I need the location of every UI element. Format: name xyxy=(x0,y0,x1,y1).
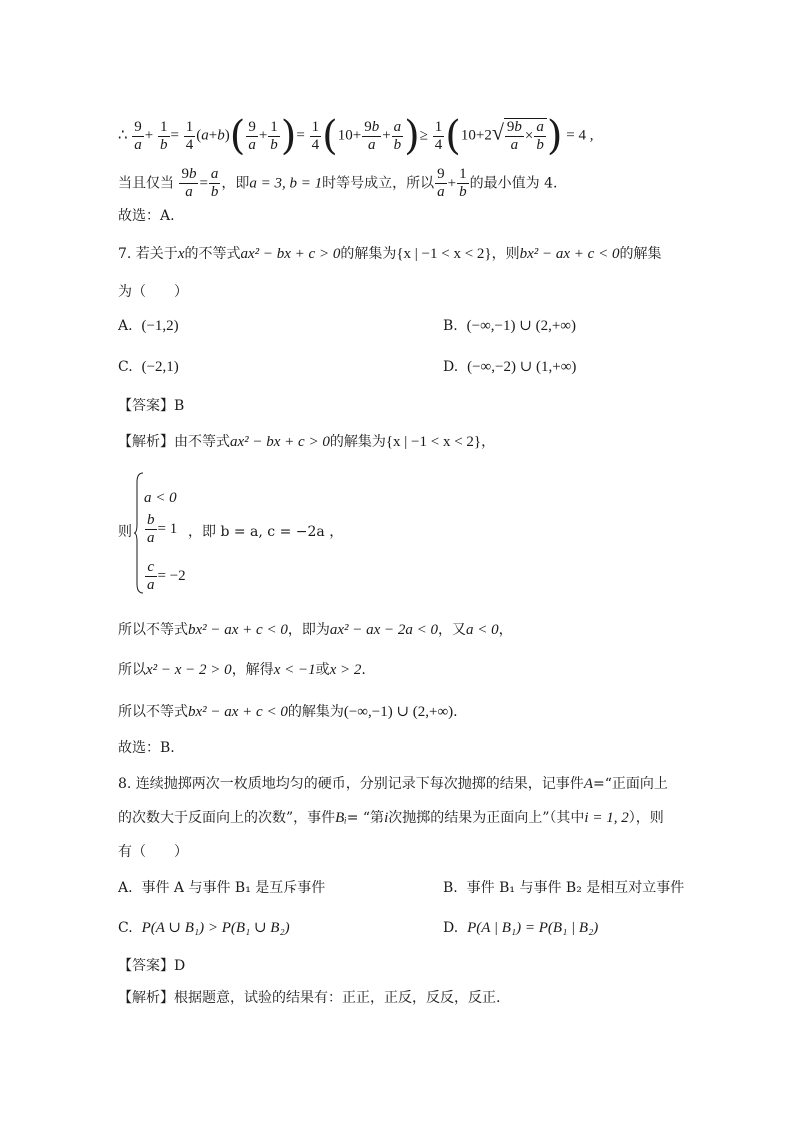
text: ， xyxy=(498,622,513,638)
text: 当且仅当 xyxy=(118,175,174,192)
text: . xyxy=(453,704,458,720)
solution-set: (−∞,−1) ∪ (2,+∞) xyxy=(343,704,454,720)
option-value: (−∞,−2) ∪ (1,+∞) xyxy=(467,359,577,375)
text: . xyxy=(361,662,366,678)
frac-a-b-2: $\frac{a}{b}$ xyxy=(536,119,544,153)
text: ，则 xyxy=(491,246,520,262)
q7-choose: 故选：B. xyxy=(118,740,175,756)
option-label: D. xyxy=(443,359,459,375)
eq-tail: = −2 xyxy=(157,567,186,584)
text: 或 xyxy=(315,662,330,678)
text: 的次数大于反面向上的次数”，事件 xyxy=(118,810,336,826)
frac-a-b-cond: $\frac{a}{b}$ xyxy=(210,166,219,200)
option-label: D. xyxy=(443,920,459,936)
analysis-text: 根据题意，试验的结果有：正正，正反，反反，反正. xyxy=(174,990,501,1006)
q7-analysis-line1 xyxy=(118,432,495,452)
text: ，又 xyxy=(438,622,467,638)
frac-1-b-2: $\frac{1}{b}$ xyxy=(270,118,278,153)
event-b: Bᵢ xyxy=(335,810,347,826)
option-text: 事件 B₁ 与事件 B₂ 是相互对立事件 xyxy=(466,880,685,896)
text: 的解集为 xyxy=(287,704,344,720)
frac-9b-a: $\frac{9b}{a}$ xyxy=(364,118,380,153)
frac-c-a: $\frac{c}{a}$ xyxy=(147,559,155,593)
index-set: i = 1, 2 xyxy=(584,810,629,826)
frac-b-a: $\frac{b}{a}$ xyxy=(147,512,155,546)
option-label: A. xyxy=(118,318,133,334)
text: ），则 xyxy=(628,810,664,826)
text: = “第 xyxy=(346,810,385,826)
inequality: ax² − bx + c > 0 xyxy=(230,434,330,450)
option-label: C. xyxy=(118,359,133,375)
q8-option-c xyxy=(118,918,290,938)
system-brace xyxy=(134,472,144,594)
q7-option-b xyxy=(443,316,576,336)
option-text: P(A | B₁) = P(B₁ | B₂) xyxy=(467,920,599,936)
q7-stem-line2: 为（ ） xyxy=(118,284,188,300)
system-eq3 xyxy=(144,559,186,594)
frac-1-4: $\frac{1}{4}$ xyxy=(185,118,194,153)
option-label: B. xyxy=(443,880,458,896)
system-result: ，即 b = a, c = −2a ， xyxy=(188,524,344,540)
text: 7. 若关于 xyxy=(118,246,178,262)
frac-9-a-min: $\frac{9}{a}$ xyxy=(437,166,445,200)
text: 所以不等式 xyxy=(118,622,188,638)
q8-stem-line3: 有（ ） xyxy=(118,844,188,860)
text: 所以 xyxy=(118,662,146,678)
text: 的不等式 xyxy=(184,246,241,262)
solution-set: {x | −1 < x < 2} xyxy=(396,246,492,262)
q8-option-b xyxy=(443,878,684,898)
option-text: 事件 A 与事件 B₁ 是互斥事件 xyxy=(141,880,326,896)
system-eq2 xyxy=(144,512,177,547)
option-label: C. xyxy=(118,920,133,936)
q7-option-a xyxy=(118,316,179,336)
q8-option-d xyxy=(443,918,598,938)
inequality-4: x² − x − 2 > 0 xyxy=(146,662,232,678)
q8-analysis xyxy=(118,988,500,1008)
solution-set: {x | −1 < x < 2} xyxy=(385,434,482,450)
option-value: (−2,1) xyxy=(141,359,179,375)
text: ，即为 xyxy=(287,622,330,638)
q7-answer: 【答案】B xyxy=(118,398,185,414)
inequality-2: bx² − ax + c < 0 xyxy=(519,246,620,262)
option-text: P(A ∪ B₁) > P(B₁ ∪ B₂) xyxy=(141,920,290,936)
inequality-2: bx² − ax + c < 0 xyxy=(188,704,288,720)
text: ， xyxy=(481,434,496,450)
text: 次抛掷的结果为正面向上”（其中 xyxy=(388,810,585,826)
text: 所以不等式 xyxy=(118,704,188,720)
text: 由不等式 xyxy=(174,434,230,450)
text: 时等号成立，所以 xyxy=(322,175,435,192)
q7-analysis-line2 xyxy=(118,620,513,640)
q8-answer: 【答案】D xyxy=(118,958,186,974)
frac-9b-a-cond: $\frac{9b}{a}$ xyxy=(181,166,197,200)
option-value: (−1,2) xyxy=(141,318,179,334)
frac-9b-a-2: $\frac{9b}{a}$ xyxy=(506,119,522,153)
q6-choose: 故选：A. xyxy=(118,208,175,224)
event-a: A xyxy=(583,776,593,792)
inequality-3: ax² − ax − 2a < 0 xyxy=(329,622,439,638)
system-eq1: a < 0 xyxy=(144,490,177,506)
condition: a < 0 xyxy=(466,622,499,638)
frac-9-a: $\frac{9}{a}$ xyxy=(134,118,142,153)
frac-1-4-2: $\frac{1}{4}$ xyxy=(311,118,320,153)
frac-1-4-3: $\frac{1}{4}$ xyxy=(434,118,443,153)
q8-stem-line1 xyxy=(118,774,668,794)
text: 的解集 xyxy=(619,246,662,262)
solution-part: x < −1 xyxy=(273,662,316,678)
solution-part: x > 2 xyxy=(329,662,362,678)
variable: x xyxy=(177,246,185,262)
q7-analysis-line3 xyxy=(118,660,366,680)
analysis-label: 【解析】 xyxy=(118,990,174,1006)
text: ，解得 xyxy=(231,662,274,678)
equality-condition: a = 3, b = 1 xyxy=(249,175,323,192)
frac-1-b: $\frac{1}{b}$ xyxy=(160,118,168,153)
inequality-2: bx² − ax + c < 0 xyxy=(188,622,288,638)
q7-option-d xyxy=(443,357,576,377)
option-value: (−∞,−1) ∪ (2,+∞) xyxy=(466,318,576,334)
text: =“正面向上 xyxy=(592,776,668,792)
q6-condition-line: 当且仅当 $\frac{9b}{a}$ = $\frac{a}{b}$ ，即a = 3, b = 1时等号成立，所以 $\frac{9}{a}$ + $\frac{1}{b}$ 的最小值为 4. xyxy=(118,166,558,200)
formula-result: = 4 , xyxy=(566,127,594,144)
frac-a-b: $\frac{a}{b}$ xyxy=(393,118,402,153)
frac-9-a-2: $\frac{9}{a}$ xyxy=(248,118,256,153)
analysis-label: 【解析】 xyxy=(118,434,174,450)
text: ，即 xyxy=(221,175,250,192)
q6-formula-line: ∴ $\frac{9}{a}$ + $\frac{1}{b}$ = $\frac{1}{4}$ (a+b)( $\frac{9}{a}$ + $\frac{1}{b}$ )= $\frac{1}{4}$ (10+ $\frac{9b}{a}$ + $\frac{a}{b}$ )≥ $\frac{1}{4}$ (10+2√ $\frac{9b}{a}$ × $\frac{a}{b}$ ) = 4 , xyxy=(118,113,594,159)
index-i: i xyxy=(384,810,389,826)
therefore-symbol: ∴ xyxy=(118,127,128,144)
inequality: ax² − bx + c > 0 xyxy=(240,246,341,262)
q8-option-a xyxy=(118,878,325,898)
text: 的解集为 xyxy=(329,434,386,450)
text: 的最小值为 4. xyxy=(469,175,558,192)
eq-tail: = 1 xyxy=(157,520,178,537)
option-label: B. xyxy=(443,318,458,334)
system-then: 则 xyxy=(118,524,132,540)
q7-option-c xyxy=(118,357,179,377)
q7-analysis-line4 xyxy=(118,702,458,722)
option-label: A. xyxy=(118,880,133,896)
q7-stem-line1 xyxy=(118,244,661,264)
frac-1-b-min: $\frac{1}{b}$ xyxy=(459,166,467,200)
text: 8. 连续抛掷两次一枚质地均匀的硬币，分别记录下每次抛掷的结果，记事件 xyxy=(118,776,584,792)
text: 的解集为 xyxy=(340,246,397,262)
q8-stem-line2 xyxy=(118,808,664,828)
